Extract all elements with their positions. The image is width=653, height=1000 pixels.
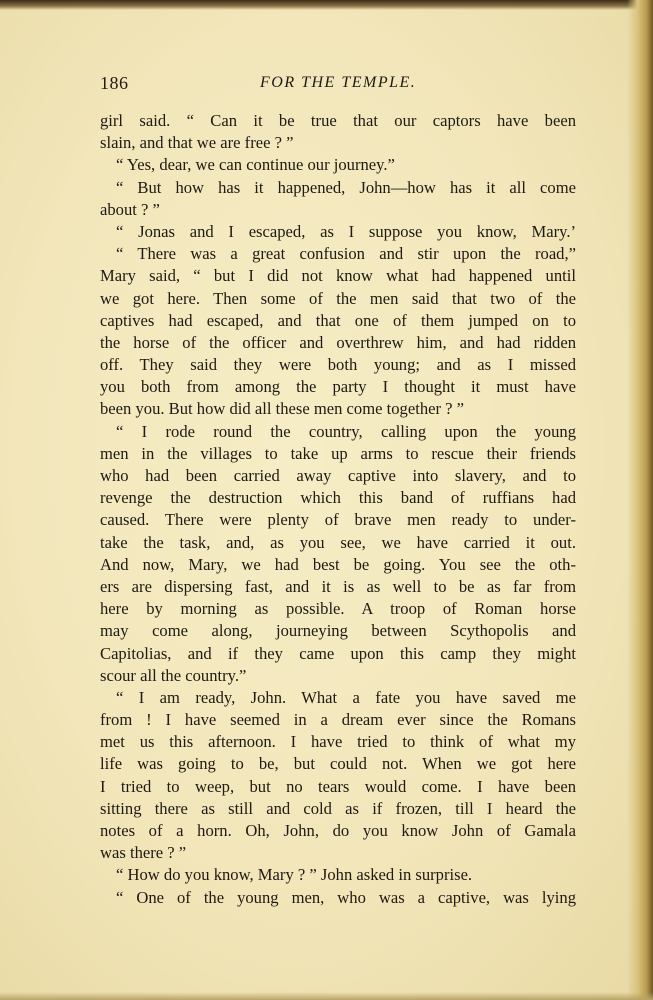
page-header bbox=[100, 73, 575, 99]
text-line: “ Yes, dear, we can continue our journey.” bbox=[116, 155, 395, 175]
text-line: who had been carried away captive into slavery, and to bbox=[100, 466, 576, 485]
text-line: we got here. Then some of the men said that two of the bbox=[100, 288, 576, 308]
page-top-shadow bbox=[0, 0, 653, 10]
text-line: Capitolias, and if they came upon this camp they might bbox=[100, 643, 576, 663]
page-bottom-edge bbox=[0, 992, 653, 1000]
text-line: the horse of the officer and overthrew him, and had ridden bbox=[100, 332, 576, 352]
running-head: FOR THE TEMPLE. bbox=[260, 74, 417, 91]
text-line: slain, and that we are free ? ” bbox=[100, 133, 294, 153]
text-line: revenge the destruction which this band of ruffians had bbox=[100, 488, 576, 508]
page-number: 186 bbox=[100, 73, 129, 93]
text-line: caused. There were plenty of brave men ready to under- bbox=[100, 510, 576, 530]
text-line: “ Jonas and I escaped, as I suppose you know, Mary.’ bbox=[116, 221, 576, 241]
text-line: off. They said they were both young; and as I missed bbox=[100, 355, 576, 375]
text-line: “ But how has it happened, John—how has it all come bbox=[116, 177, 576, 197]
text-line: “ There was a great confusion and stir upon the road,” bbox=[116, 244, 576, 264]
text-line: met us this afternoon. I have tried to think of what my bbox=[100, 732, 576, 752]
text-line: ers are dispersing fast, and it is as well to be as far from bbox=[100, 576, 576, 596]
text-line: “ How do you know, Mary ? ” John asked in surprise. bbox=[116, 865, 473, 885]
text-line: from ! I have seemed in a dream ever since the Romans bbox=[100, 710, 576, 730]
text-line: Mary said, “ but I did not know what had happened until bbox=[100, 266, 576, 286]
body-text bbox=[100, 110, 576, 909]
text-line: captives had escaped, and that one of them jumped on to bbox=[100, 310, 576, 330]
text-line: notes of a horn. Oh, John, do you know John of Gamala bbox=[100, 821, 576, 840]
text-line: girl said. “ Can it be true that our captors have been bbox=[100, 111, 576, 130]
text-line: you both from among the party I thought it must have bbox=[100, 377, 576, 397]
text-line: scour all the country.” bbox=[100, 665, 247, 685]
text-line: life was going to be, but could not. When we got here bbox=[100, 754, 576, 774]
text-line: “ I rode round the country, calling upon the young bbox=[116, 421, 576, 441]
text-line: “ I am ready, John. What a fate you have saved me bbox=[116, 687, 576, 707]
text-line: I tried to weep, but no tears would come. I have been bbox=[100, 776, 576, 796]
text-line: take the task, and, as you see, we have carried it out. bbox=[100, 532, 576, 552]
text-line: sitting there as still and cold as if frozen, till I heard the bbox=[100, 798, 576, 818]
text-line: men in the villages to take up arms to rescue their friends bbox=[100, 443, 576, 463]
text-line: was there ? ” bbox=[100, 843, 187, 863]
page-fore-edge bbox=[627, 0, 653, 1000]
text-line: about ? ” bbox=[100, 199, 160, 219]
text-line: And now, Mary, we had best be going. You see the oth- bbox=[100, 554, 576, 574]
text-line: been you. But how did all these men come together ? ” bbox=[100, 399, 465, 419]
text-line: may come along, journeying between Scythopolis and bbox=[100, 621, 576, 641]
text-line: here by morning as possible. A troop of Roman horse bbox=[100, 599, 576, 619]
text-line: “ One of the young men, who was a captive, was lying bbox=[116, 887, 576, 907]
